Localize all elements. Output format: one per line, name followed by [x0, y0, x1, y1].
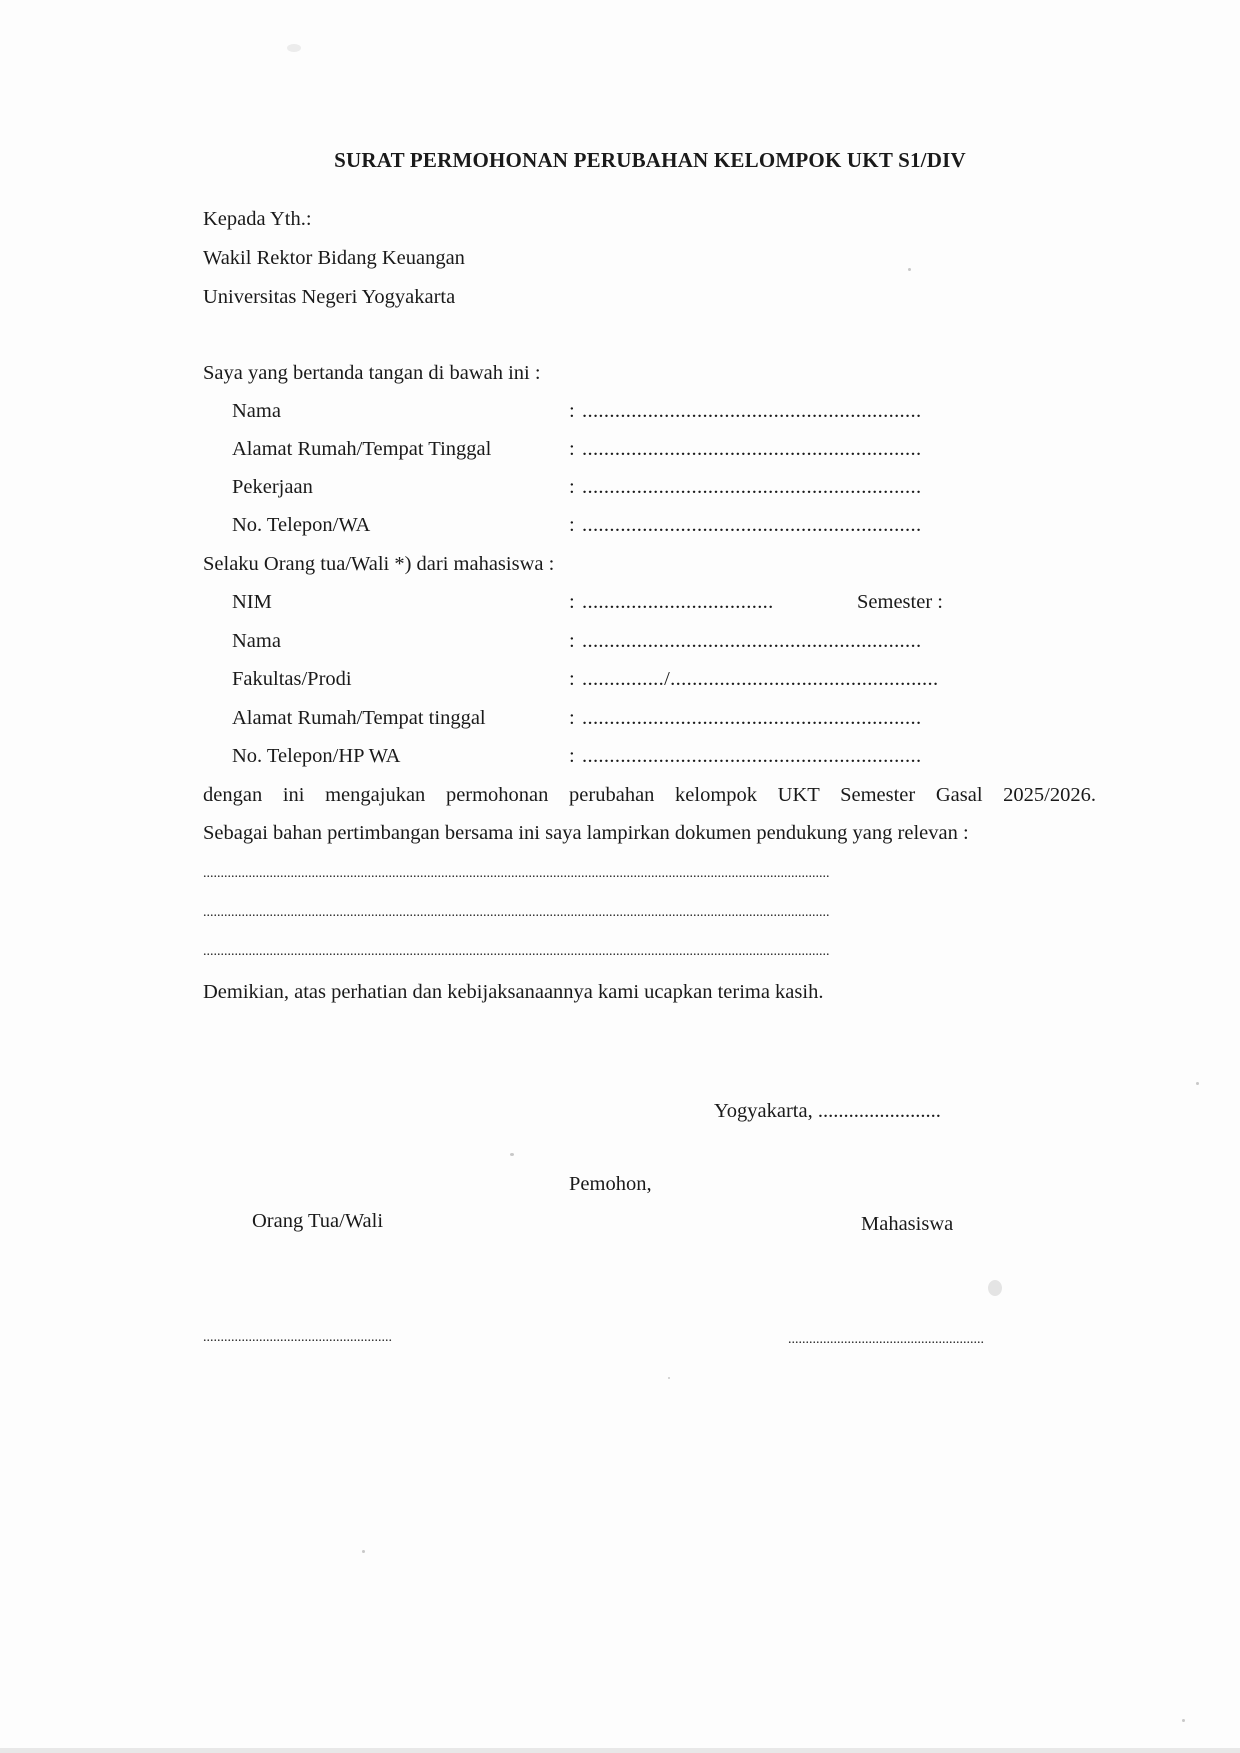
scan-speck — [908, 268, 911, 271]
scan-bottom-edge — [0, 1748, 1240, 1753]
student-signature-line: ........................................................ — [788, 1332, 984, 1347]
field-label: No. Telepon/HP WA — [232, 745, 401, 767]
intro-text: Saya yang bertanda tangan di bawah ini : — [203, 362, 541, 384]
scan-speck — [668, 1377, 670, 1379]
parent-signature-line: ...................................................... — [203, 1330, 392, 1345]
field-colon: : — [569, 668, 575, 690]
closing-text: Demikian, atas perhatian dan kebijaksanaannya kami ucapkan terima kasih. — [203, 981, 824, 1003]
scan-speck — [362, 1550, 365, 1553]
student-signature-label: Mahasiswa — [861, 1213, 954, 1235]
field-label: Alamat Rumah/Tempat tinggal — [232, 707, 486, 729]
fill-in-dots: .............../................................................. — [582, 668, 939, 690]
scan-speck — [988, 1280, 1002, 1296]
fill-in-dots: ................................... — [582, 591, 774, 613]
attachment-text: Sebagai bahan pertimbangan bersama ini saya lampirkan dokumen pendukung yang relevan : — [203, 822, 969, 844]
fill-in-dots: .............................................................. — [582, 630, 922, 652]
field-label: Pekerjaan — [232, 476, 313, 498]
field-label: Alamat Rumah/Tempat Tinggal — [232, 438, 492, 460]
field-colon: : — [569, 591, 575, 613]
fill-in-dots: .............................................................. — [582, 476, 922, 498]
as-parent-text: Selaku Orang tua/Wali *) dari mahasiswa : — [203, 553, 555, 575]
field-colon: : — [569, 476, 575, 498]
request-text: dengan ini mengajukan permohonan perubahan kelompok UKT Semester Gasal 2025/2026. — [203, 784, 1096, 806]
recipient-line-3: Universitas Negeri Yogyakarta — [203, 286, 456, 308]
place-date: Yogyakarta, ........................ — [714, 1100, 941, 1122]
field-colon: : — [569, 438, 575, 460]
scan-speck — [287, 44, 301, 52]
recipient-line-1: Kepada Yth.: — [203, 208, 312, 230]
attachment-dots-line: ................................................................................................................................................................................... — [203, 944, 830, 959]
attachment-dots-line: ................................................................................................................................................................................... — [203, 905, 830, 920]
fill-in-dots: .............................................................. — [582, 745, 922, 767]
attachment-dots-line: ................................................................................................................................................................................... — [203, 866, 830, 881]
recipient-line-2: Wakil Rektor Bidang Keuangan — [203, 247, 465, 269]
fill-in-dots: .............................................................. — [582, 400, 922, 422]
parent-signature-label: Orang Tua/Wali — [252, 1210, 384, 1232]
field-colon: : — [569, 630, 575, 652]
fill-in-dots: .............................................................. — [582, 707, 922, 729]
scan-speck — [1182, 1719, 1185, 1722]
semester-label: Semester : — [857, 591, 943, 613]
field-colon: : — [569, 745, 575, 767]
document-title: SURAT PERMOHONAN PERUBAHAN KELOMPOK UKT S1/DIV — [334, 148, 966, 172]
field-colon: : — [569, 707, 575, 729]
field-label: No. Telepon/WA — [232, 514, 371, 536]
field-label: Nama — [232, 630, 281, 652]
scan-speck — [1196, 1082, 1199, 1085]
scan-speck — [510, 1153, 514, 1156]
fill-in-dots: .............................................................. — [582, 438, 922, 460]
field-label: Fakultas/Prodi — [232, 668, 352, 690]
field-label: NIM — [232, 591, 272, 613]
field-colon: : — [569, 400, 575, 422]
field-colon: : — [569, 514, 575, 536]
applicant-label: Pemohon, — [569, 1173, 652, 1195]
field-label: Nama — [232, 400, 281, 422]
fill-in-dots: .............................................................. — [582, 514, 922, 536]
